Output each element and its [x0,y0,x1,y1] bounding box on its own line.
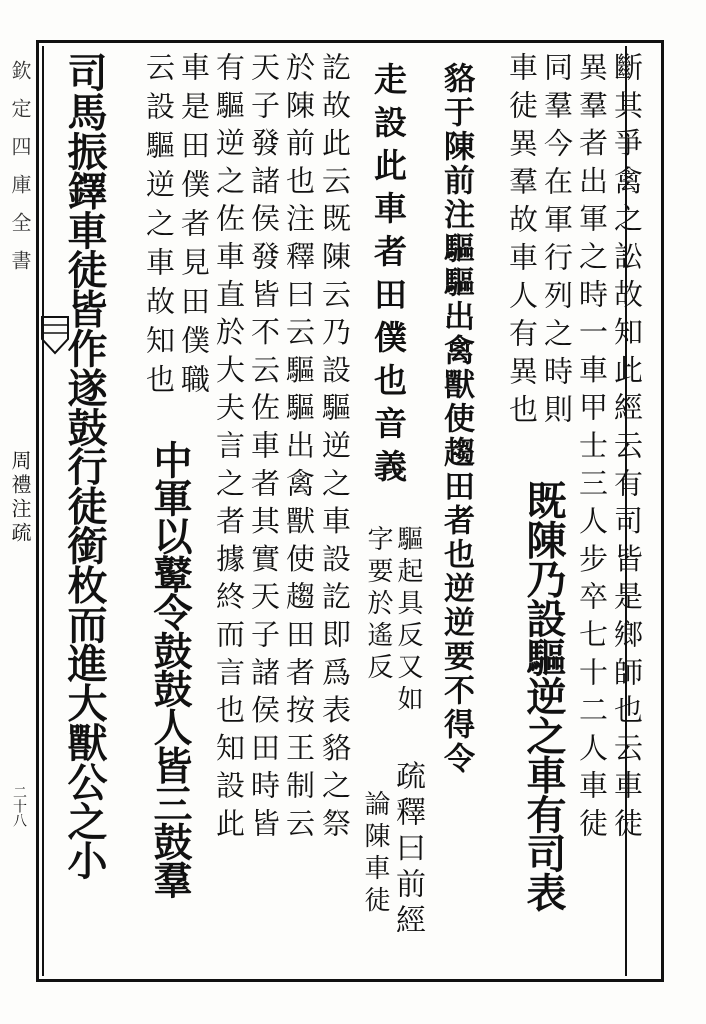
text-column-3b: 車徒異羣故車人有異也 [505,52,539,432]
phonetic-note-a: 驅起具反又如 [393,525,423,717]
text-column-14: 司馬振鐸車徒皆作遂鼓行徒銜枚而進大獸公之小 [61,52,108,880]
commentary-note: 論陳車徒 [360,790,390,918]
margin-top-title: 欽定四庫全書 [8,60,32,288]
text-column-8: 於陳前也注釋曰云驅驅出禽獸使趨田者按王制云 [282,52,316,846]
margin-page-number: 二十八 [11,785,27,827]
text-column-12: 中軍以鼙令鼓鼓人皆三鼓羣 [147,440,193,899]
text-column-10: 有驅逆之佐車直於大夫言之者據終而言也知設此 [212,52,246,846]
text-column-3a: 同羣今在軍行列之時則 [540,52,574,432]
text-column-5: 貉于陳前注驅驅出禽獸使趨田者也逆逆要不得令 [438,62,474,776]
text-column-2: 異羣者出軍之時一車甲士三人步卒七十二人車徒 [575,52,609,846]
text-column-9: 天子發諸侯發皆不云佐車者其實天子諸侯田時皆 [247,52,281,846]
commentary-marker: 疏釋曰前經 [390,760,425,940]
text-column-7: 訖故此云既陳云乃設驅逆之車設訖即爲表貉之祭 [318,52,352,846]
phonetic-note-b: 字要於遙反 [363,525,393,685]
margin-book-title: 周禮注疏 [8,450,32,546]
text-column-1: 斷其爭禽之訟故知此經云有司皆是鄉師也云車徒 [610,52,644,846]
text-column-11: 車是田僕者見田僕職 [177,52,211,403]
text-column-4: 既陳乃設驅逆之車有司表 [520,480,567,912]
text-column-13: 云設驅逆之車故知也 [142,52,176,403]
text-column-6: 走設此車者田僕也音義 [369,62,408,492]
